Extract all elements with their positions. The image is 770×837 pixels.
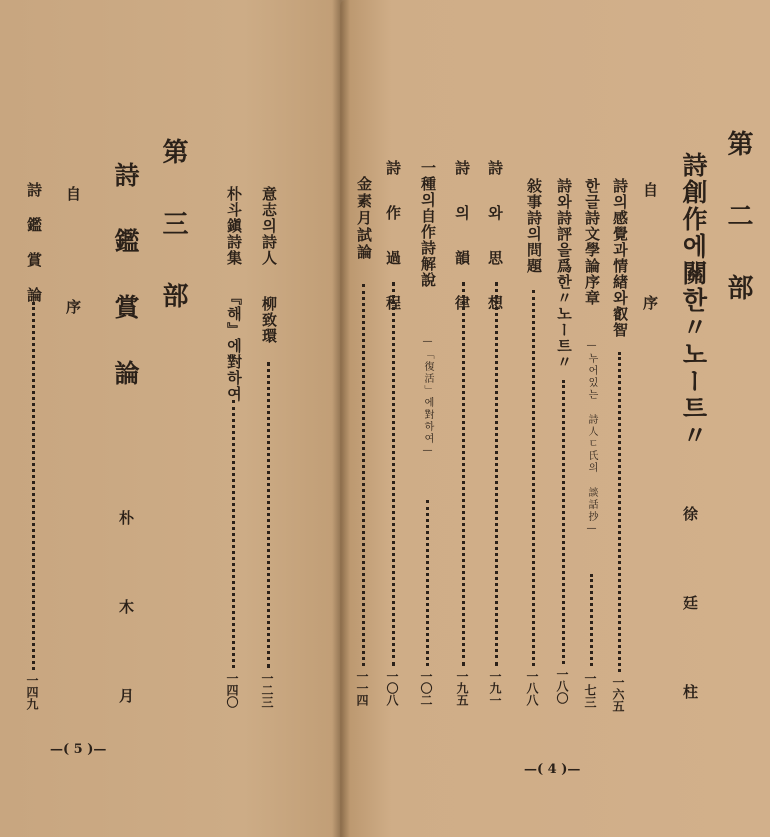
page-number: 一六五 bbox=[611, 676, 625, 712]
page-number: 一九五 bbox=[455, 670, 469, 706]
dot-leader bbox=[618, 352, 621, 672]
preface-label: 自 序 bbox=[641, 182, 659, 350]
toc-entry-title: 一種의自作詩解說 bbox=[419, 160, 437, 288]
dot-leader bbox=[562, 380, 565, 664]
part-heading: 第 二 部 bbox=[723, 130, 753, 308]
page-number: 一〇八 bbox=[385, 670, 399, 706]
right-page bbox=[340, 0, 770, 837]
dot-leader bbox=[267, 362, 270, 668]
preface-label: 自 序 bbox=[64, 186, 82, 354]
toc-entry-subtitle: —누어있는 詩人ㄷ氏의 談話抄— bbox=[586, 340, 597, 536]
toc-entry-author: 柳致環 bbox=[260, 296, 278, 344]
page-number: 一七三 bbox=[583, 672, 597, 708]
toc-entry-title: 意志의詩人 bbox=[260, 186, 278, 266]
left-page bbox=[0, 0, 348, 837]
page-number: 一二三 bbox=[260, 672, 274, 708]
dot-leader bbox=[392, 282, 395, 666]
page-number: 一八〇 bbox=[555, 668, 569, 704]
page-number: 一四九 bbox=[25, 674, 39, 710]
toc-entry-title: 朴斗鎭詩集 bbox=[225, 186, 243, 266]
dot-leader bbox=[590, 574, 593, 666]
toc-entry-title: 金素月試論 bbox=[355, 176, 373, 261]
toc-entry-title: 詩 作 過 程 bbox=[384, 160, 402, 316]
section-title: 詩創作에關한〃노ー트〃 bbox=[679, 152, 708, 449]
toc-entry-title: 詩 의 韻 律 bbox=[453, 160, 471, 316]
section-title: 詩 鑑 賞 論 bbox=[111, 162, 140, 391]
toc-entry-title: 한글詩文學論序章 bbox=[583, 178, 601, 306]
dot-leader bbox=[426, 500, 429, 666]
author-name: 朴 木 月 bbox=[117, 510, 135, 731]
book-spine-shadow bbox=[332, 0, 350, 837]
dot-leader bbox=[532, 290, 535, 666]
page-folio: —( 4 )— bbox=[524, 762, 581, 777]
author-name: 徐 廷 柱 bbox=[681, 506, 699, 727]
page-number: 一八八 bbox=[525, 670, 539, 706]
toc-entry-title: 敍事詩의問題 bbox=[525, 178, 543, 274]
page-number: 一九一 bbox=[488, 670, 502, 706]
dot-leader bbox=[232, 400, 235, 668]
dot-leader bbox=[32, 302, 35, 670]
part-heading: 第 三 部 bbox=[158, 138, 188, 316]
dot-leader bbox=[495, 282, 498, 666]
page-number: 一〇二 bbox=[419, 670, 433, 706]
toc-entry-title: 詩와詩評을爲한〃노ー트〃 bbox=[555, 178, 573, 370]
toc-entry-subtitle: —「復活」에對하여— bbox=[422, 336, 433, 458]
toc-entry-title: 詩 와 思 想 bbox=[486, 160, 504, 316]
toc-entry-title: 詩의感覺과情緖와叡智 bbox=[611, 178, 629, 338]
dot-leader bbox=[362, 284, 365, 666]
toc-entry-subtitle: 『해』에對하여 bbox=[225, 290, 243, 402]
page-number: 一四〇 bbox=[225, 672, 239, 708]
dot-leader bbox=[462, 282, 465, 666]
toc-entry-title: 詩 鑑 賞 論 bbox=[25, 182, 43, 303]
page-number: 一一四 bbox=[355, 670, 369, 706]
page-folio: —( 5 )— bbox=[50, 742, 107, 757]
